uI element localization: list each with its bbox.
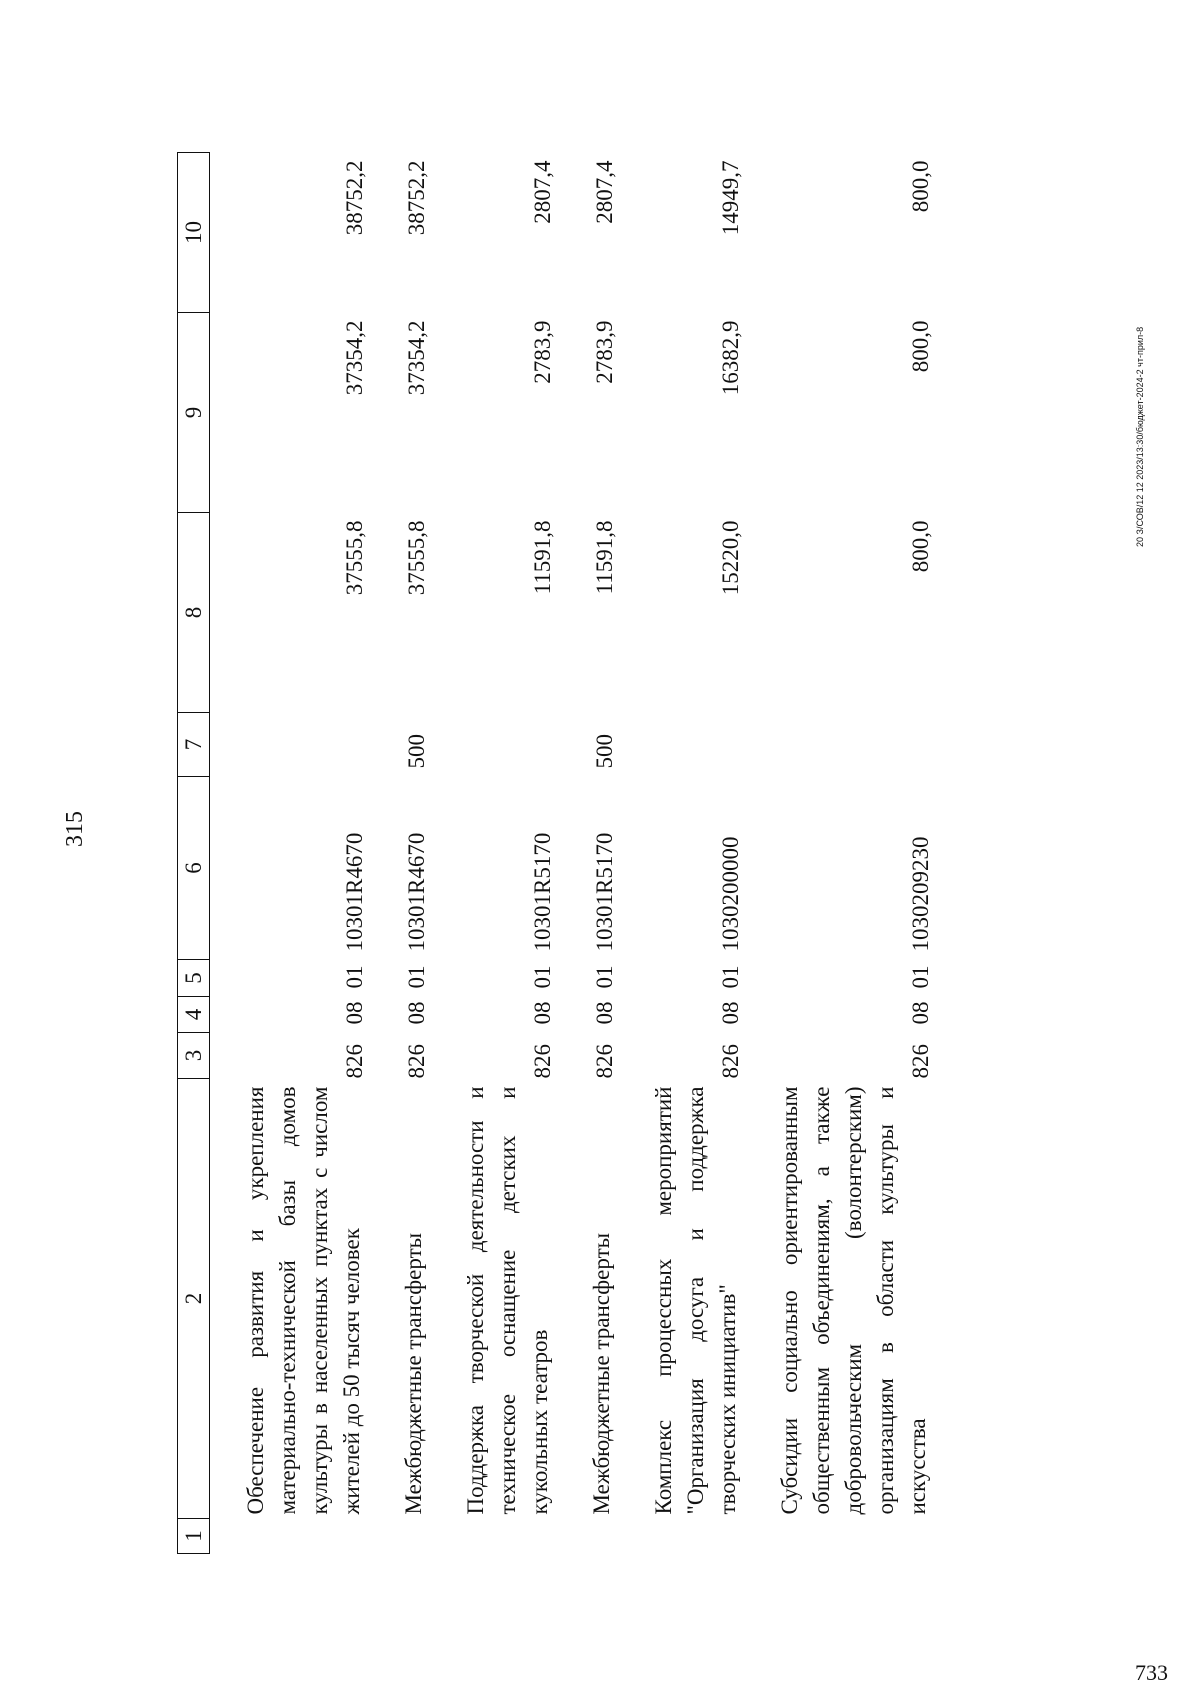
cell-grbs: 826 xyxy=(908,1044,933,1079)
cell-subsection: 01 xyxy=(592,965,617,989)
cell-subsection: 01 xyxy=(342,965,367,989)
cell-grbs: 826 xyxy=(530,1044,555,1079)
cell-grbs: 826 xyxy=(718,1044,743,1079)
cell-subsection: 01 xyxy=(404,965,429,989)
cell-section: 08 xyxy=(718,1001,743,1025)
header-col-6: 6 xyxy=(178,777,210,960)
header-col-3: 3 xyxy=(178,1033,210,1079)
cell-target-article: 10301R4670 xyxy=(342,832,367,952)
cell-grbs: 826 xyxy=(592,1044,617,1079)
cell-amount-2025: 37354,2 xyxy=(342,320,367,396)
cell-target-article: 1030200000 xyxy=(718,836,743,952)
cell-expense-type xyxy=(430,713,556,777)
header-col-2: 2 xyxy=(178,1079,210,1519)
cell-name: Поддержка творческой деятельности и техническое оснащение детских и кукольных театров xyxy=(463,1086,552,1515)
cell-section: 08 xyxy=(342,1001,367,1025)
cell-code xyxy=(556,1519,618,1554)
cell-amount-2026: 38752,2 xyxy=(342,160,367,236)
header-col-4: 4 xyxy=(178,997,210,1033)
header-col-5: 5 xyxy=(178,960,210,997)
cell-amount-2025: 2783,9 xyxy=(530,320,555,384)
table-row xyxy=(744,153,934,1554)
cell-subsection: 01 xyxy=(530,965,555,989)
cell-amount-2026: 2807,4 xyxy=(592,160,617,224)
cell-expense-type xyxy=(210,713,369,777)
header-col-7: 7 xyxy=(178,713,210,777)
table-header-row xyxy=(178,153,210,1554)
cell-amount-2024: 15220,0 xyxy=(718,520,743,596)
cell-name: Межбюджетные трансферты xyxy=(589,1232,614,1515)
cell-amount-2025: 800,0 xyxy=(908,320,933,373)
cell-target-article: 1030209230 xyxy=(908,836,933,952)
cell-amount-2025: 37354,2 xyxy=(404,320,429,396)
header-col-9: 9 xyxy=(178,313,210,513)
table-row xyxy=(368,153,430,1554)
cell-expense-type: 500 xyxy=(404,734,429,769)
cell-code xyxy=(430,1519,556,1554)
cell-amount-2026: 2807,4 xyxy=(530,160,555,224)
cell-amount-2024: 37555,8 xyxy=(342,520,367,596)
cell-subsection: 01 xyxy=(908,965,933,989)
budget-table xyxy=(177,152,934,1554)
cell-section: 08 xyxy=(592,1001,617,1025)
cell-section: 08 xyxy=(908,1001,933,1025)
table-row xyxy=(430,153,556,1554)
document-footer-code: 20 З/СОВ/12 12 2023/13:30/бюджет-2024-2 чт-прил-8 xyxy=(1135,326,1145,547)
cell-section: 08 xyxy=(530,1001,555,1025)
cell-name: Межбюджетные трансферты xyxy=(401,1232,426,1515)
cell-expense-type xyxy=(744,713,934,777)
cell-section: 08 xyxy=(404,1001,429,1025)
cell-name: Комплекс процессных мероприятий "Организация досуга и поддержка творческих инициатив" xyxy=(651,1086,740,1515)
cell-target-article: 10301R5170 xyxy=(530,832,555,952)
cell-amount-2025: 16382,9 xyxy=(718,320,743,396)
cell-expense-type xyxy=(618,713,744,777)
table-row xyxy=(210,153,369,1554)
cell-amount-2025: 2783,9 xyxy=(592,320,617,384)
cell-amount-2024: 11591,8 xyxy=(530,520,555,595)
cell-amount-2026: 800,0 xyxy=(908,160,933,213)
cell-amount-2026: 14949,7 xyxy=(718,160,743,236)
table-row xyxy=(618,153,744,1554)
cell-code xyxy=(618,1519,744,1554)
header-col-1: 1 xyxy=(178,1519,210,1554)
cell-amount-2026: 38752,2 xyxy=(404,160,429,236)
cell-code xyxy=(210,1519,369,1554)
sheet-number: 733 xyxy=(1135,1660,1168,1685)
cell-amount-2024: 11591,8 xyxy=(592,520,617,595)
cell-amount-2024: 800,0 xyxy=(908,520,933,573)
cell-name: Обеспечение развития и укрепления материально-технической базы домов культуры в населенных пунктах с числом жителей до 50 тысяч человек xyxy=(243,1086,364,1515)
table-row xyxy=(556,153,618,1554)
cell-subsection: 01 xyxy=(718,965,743,989)
page-number: 315 xyxy=(62,811,88,847)
cell-name: Субсидии социально ориентированным общественным объединениям, а также добровольческим (волонтерским) организациям в области культуры и искусства xyxy=(777,1086,930,1515)
cell-code xyxy=(368,1519,430,1554)
header-col-10: 10 xyxy=(178,153,210,313)
header-col-8: 8 xyxy=(178,513,210,713)
cell-grbs: 826 xyxy=(404,1044,429,1079)
cell-target-article: 10301R5170 xyxy=(592,832,617,952)
cell-amount-2024: 37555,8 xyxy=(404,520,429,596)
cell-expense-type: 500 xyxy=(592,734,617,769)
cell-target-article: 10301R4670 xyxy=(404,832,429,952)
cell-grbs: 826 xyxy=(342,1044,367,1079)
cell-code xyxy=(744,1519,934,1554)
